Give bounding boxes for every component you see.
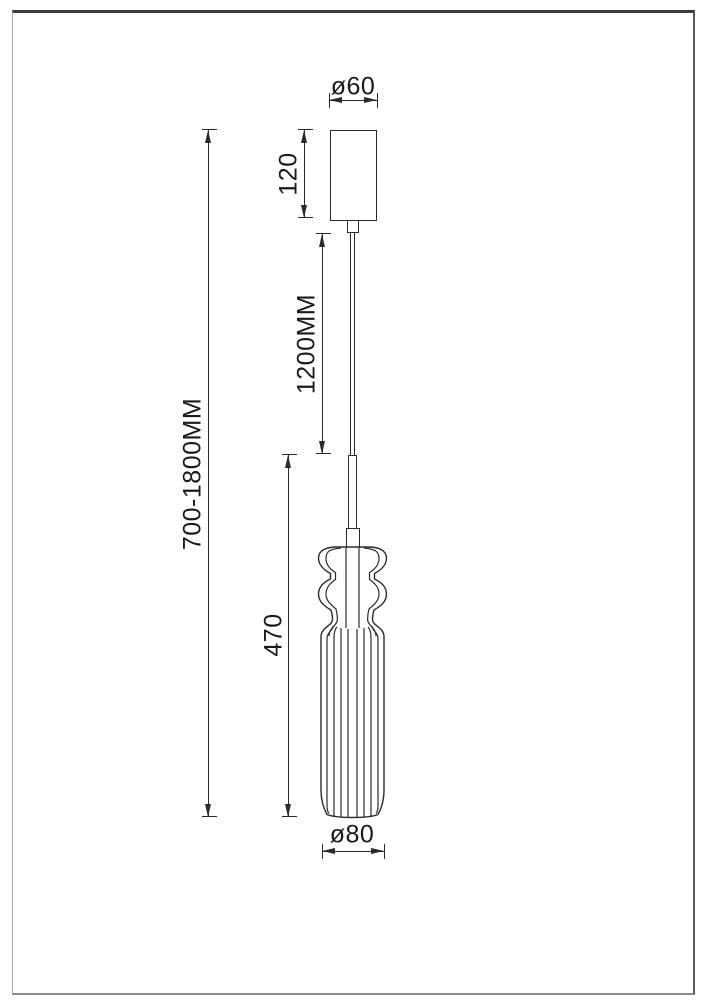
dim-label-canopy-height: 120 — [274, 152, 303, 196]
dim-arrow-down-icon — [205, 804, 211, 817]
suspension-rod — [348, 455, 357, 529]
strain-relief — [347, 220, 359, 233]
dim-label-shade-diameter: ø80 — [329, 820, 375, 849]
dim-arrow-up-icon — [301, 130, 307, 143]
dim-arrow-left-icon — [322, 848, 335, 854]
dim-arrow-down-icon — [301, 205, 307, 218]
dim-arrow-left-icon — [329, 97, 342, 103]
dim-label-shade-height: 470 — [259, 613, 288, 657]
shade-outline — [319, 547, 387, 818]
dim-label-cable-length: 1200MM — [292, 293, 321, 395]
dim-arrow-up-icon — [205, 130, 211, 143]
dim-arrow-right-icon — [371, 848, 384, 854]
glass-shade — [310, 540, 395, 825]
dim-arrow-up-icon — [285, 455, 291, 468]
suspension-cable — [350, 233, 355, 455]
dim-line — [322, 234, 323, 454]
dim-arrow-down-icon — [285, 804, 291, 817]
dim-line — [208, 130, 209, 817]
dim-line — [288, 455, 289, 817]
dim-label-canopy-diameter: ø60 — [330, 72, 376, 101]
dim-arrow-right-icon — [364, 97, 377, 103]
dim-label-overall-height: 700-1800MM — [178, 397, 207, 551]
dim-arrow-down-icon — [319, 441, 325, 454]
canopy — [330, 130, 377, 221]
dim-arrow-up-icon — [319, 234, 325, 247]
